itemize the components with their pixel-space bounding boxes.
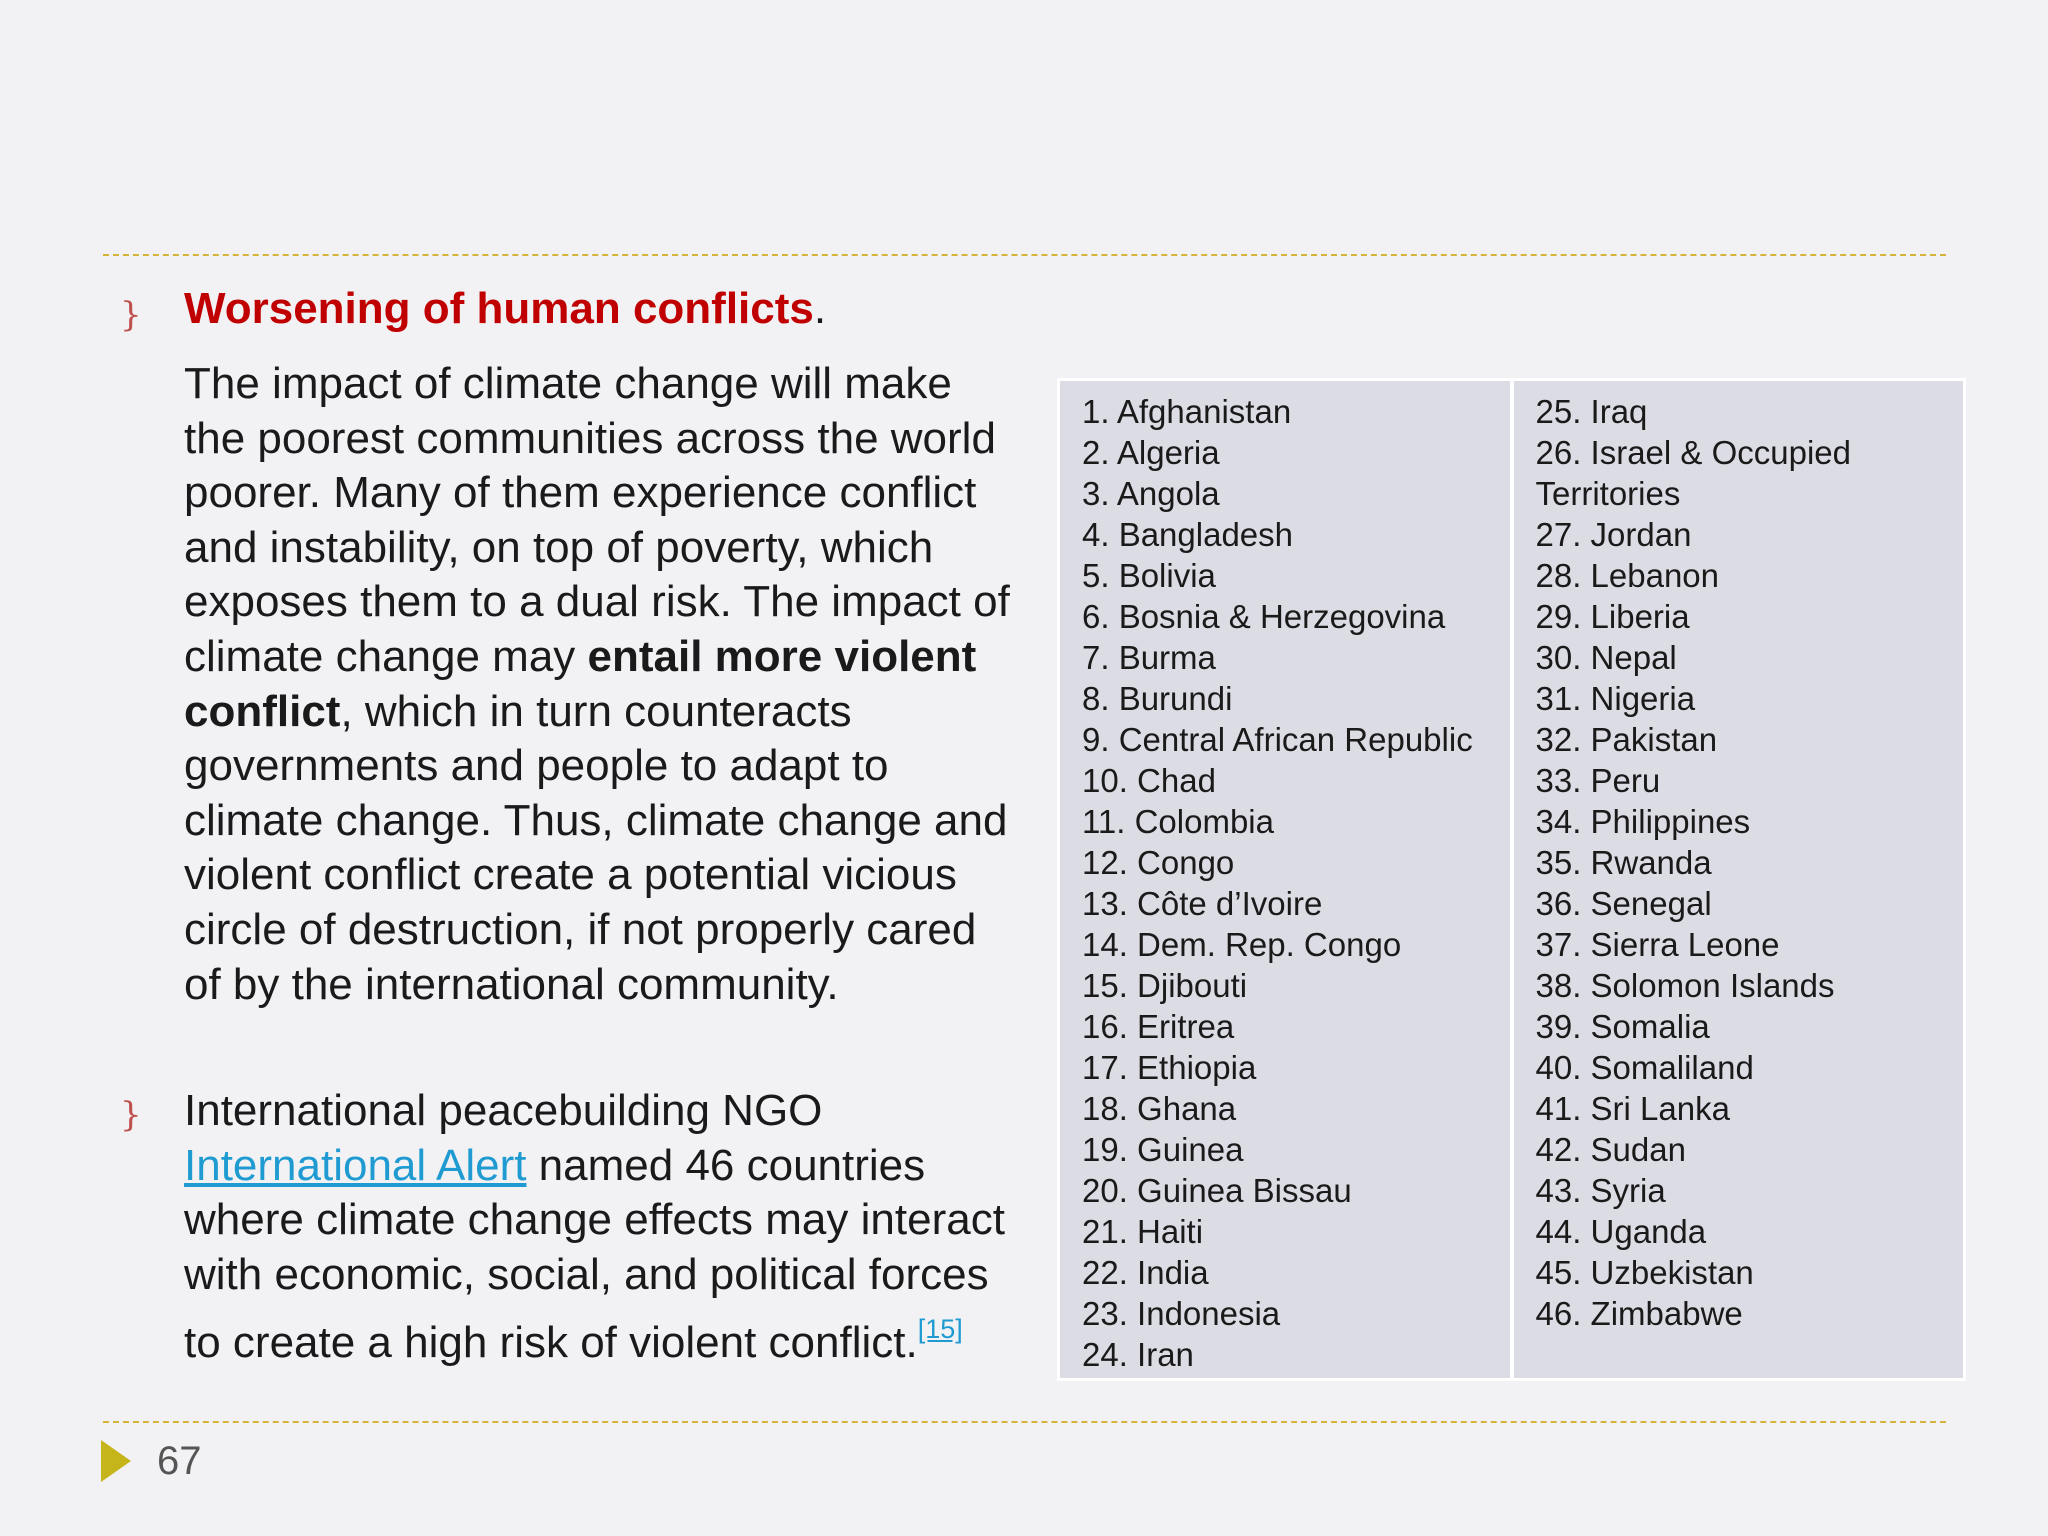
country-item: 21. Haiti (1082, 1213, 1204, 1250)
country-item: 40. Somaliland (1535, 1049, 1754, 1086)
country-item: 9. Central African Republic (1082, 721, 1473, 758)
country-item: 38. Solomon Islands (1535, 967, 1835, 1004)
country-item: 16. Eritrea (1082, 1008, 1235, 1045)
country-item: 42. Sudan (1535, 1131, 1686, 1168)
country-item: 4. Bangladesh (1082, 516, 1294, 553)
country-item: 6. Bosnia & Herzegovina (1082, 598, 1446, 635)
country-item: 1. Afghanistan (1082, 393, 1292, 430)
country-item: 39. Somalia (1535, 1008, 1710, 1045)
country-item: 29. Liberia (1535, 598, 1690, 635)
countries-table (1057, 378, 1966, 1381)
country-item: 15. Djibouti (1082, 967, 1248, 1004)
country-item: 17. Ethiopia (1082, 1049, 1257, 1086)
country-item: 11. Colombia (1082, 803, 1274, 840)
country-item: 5. Bolivia (1082, 557, 1216, 594)
country-item: 7. Burma (1082, 639, 1216, 676)
country-item: 20. Guinea Bissau (1082, 1172, 1352, 1209)
country-item: 46. Zimbabwe (1535, 1295, 1743, 1332)
country-item: 43. Syria (1535, 1172, 1666, 1209)
paragraph2-text-a: International peacebuilding NGO (184, 1086, 823, 1135)
heading-title: Worsening of human conflicts (184, 284, 814, 333)
bullet-icon: } (120, 1095, 142, 1135)
country-item: 44. Uganda (1535, 1213, 1707, 1250)
country-item: 14. Dem. Rep. Congo (1082, 926, 1402, 963)
country-item: 31. Nigeria (1535, 680, 1696, 717)
paragraph1-bold: entail more violent conflict (184, 631, 977, 736)
triangle-icon (101, 1440, 131, 1482)
country-item: 2. Algeria (1082, 434, 1220, 471)
country-item: 8. Burundi (1082, 680, 1233, 717)
country-item: 32. Pakistan (1535, 721, 1718, 758)
country-item: 24. Iran (1082, 1336, 1194, 1373)
countries-column-right (1514, 381, 1964, 1378)
page-number: 67 (157, 1439, 202, 1483)
country-item: 10. Chad (1082, 762, 1216, 799)
countries-column-left (1060, 381, 1510, 1378)
slide-heading (184, 282, 826, 336)
heading-period: . (813, 284, 827, 333)
paragraph-international-alert (184, 1084, 1024, 1371)
country-item: 12. Congo (1082, 844, 1235, 881)
bullet-icon: } (120, 295, 142, 335)
country-item: 22. India (1082, 1254, 1209, 1291)
country-item: 19. Guinea (1082, 1131, 1244, 1168)
citation-link[interactable]: [15] (917, 1314, 963, 1345)
country-item: 34. Philippines (1535, 803, 1751, 840)
country-item: 13. Côte d’Ivoire (1082, 885, 1323, 922)
country-item: 25. Iraq (1535, 393, 1648, 430)
country-item: 37. Sierra Leone (1535, 926, 1780, 963)
top-divider (103, 254, 1946, 256)
international-alert-link[interactable]: International Alert (184, 1140, 527, 1190)
paragraph2-text-b: named 46 countries where climate change effects may interact with economic, social, and political forces to create a high risk of violent conflict. (184, 1140, 1005, 1368)
country-item: 33. Peru (1535, 762, 1661, 799)
country-item: 45. Uzbekistan (1535, 1254, 1754, 1291)
country-item: 36. Senegal (1535, 885, 1712, 922)
country-item: 41. Sri Lanka (1535, 1090, 1730, 1127)
country-item: 18. Ghana (1082, 1090, 1237, 1127)
country-item: 28. Lebanon (1535, 557, 1720, 594)
paragraph1-text-b: , which in turn counteracts governments and people to adapt to climate change. Thus, climate change and violent conflict create a potential vicious circle of destruction, if not properly cared of by the international community. (184, 686, 1008, 1009)
country-item: 30. Nepal (1535, 639, 1677, 676)
country-item: 35. Rwanda (1535, 844, 1712, 881)
paragraph-climate-impact (184, 357, 1024, 1012)
country-item: 3. Angola (1082, 475, 1220, 512)
country-item: 23. Indonesia (1082, 1295, 1281, 1332)
country-item: 26. Israel & Occupied Territories (1535, 434, 1851, 512)
paragraph1-text-a: The impact of climate change will make the poorest communities across the world poorer. Many of them experience conflict and instability, on top of poverty, which exposes them to a dual risk. The impact of climate change may (184, 359, 1010, 681)
country-item: 27. Jordan (1535, 516, 1692, 553)
bottom-divider (103, 1421, 1946, 1423)
